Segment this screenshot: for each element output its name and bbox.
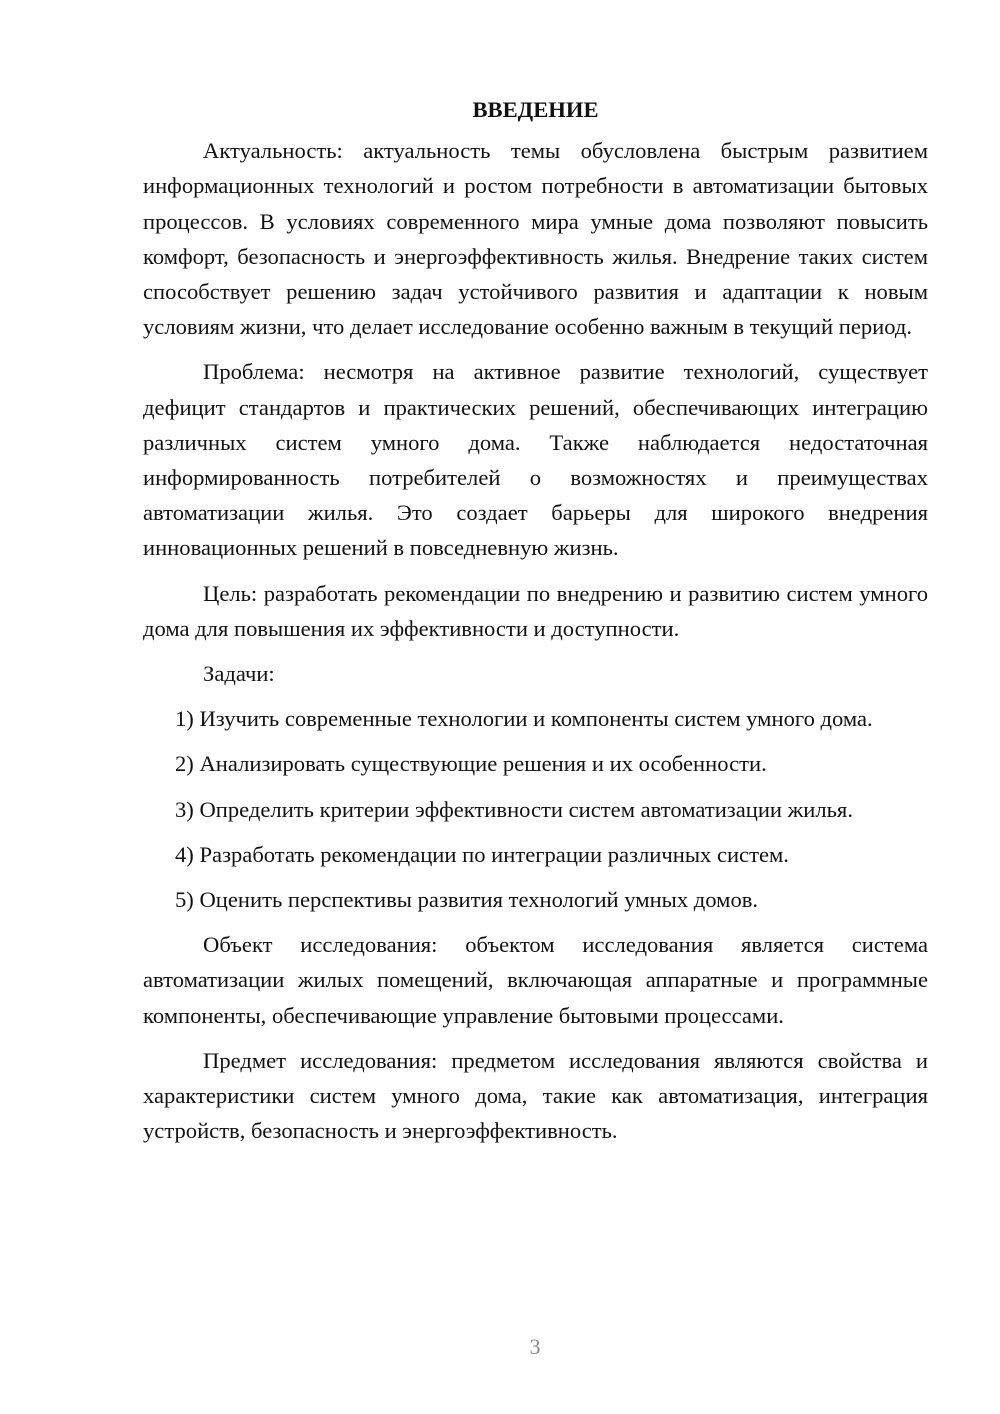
- page-number: 3: [529, 1334, 541, 1359]
- page-title: ВВЕДЕНИЕ: [472, 97, 599, 122]
- task-item: 4) Разработать рекомендации по интеграции различных систем.: [175, 841, 789, 867]
- paragraph-subject: Предмет исследования: предметом исследования являются свойства и характеристики систем умного дома, такие как автоматизация, интеграция устройств, безопасность и энергоэффективность.: [143, 1047, 928, 1144]
- document-page: [143, 92, 928, 1158]
- paragraph-object: Объект исследования: объектом исследования является система автоматизации жилых помещений, включающая аппаратные и программные компоненты, обеспечивающие управление бытовыми процессами.: [143, 932, 928, 1028]
- task-item: 3) Определить критерии эффективности систем автоматизации жилья.: [175, 796, 853, 822]
- task-item: 1) Изучить современные технологии и компоненты систем умного дома.: [175, 706, 873, 732]
- paragraph-problem: Проблема: несмотря на активное развитие технологий, существует дефицит стандартов и практических решений, обеспечивающих интеграцию различных систем умного дома. Также наблюдается недостаточная информированность потребителей о возможностях и преимуществах автоматизации жилья. Это создает барьеры для широкого внедрения инновационных решений в повседневную жизнь.: [143, 359, 928, 561]
- tasks-list: [143, 701, 928, 917]
- paragraph-relevance: Актуальность: актуальность темы обусловлена быстрым развитием информационных технологий и ростом потребности в автоматизации бытовых процессов. В условиях современного мира умные дома позволяют повысить комфорт, безопасность и энергоэффективность жилья. Внедрение таких систем способствует решению задач устойчивого развития и адаптации к новым условиям жизни, что делает исследование особенно важным в текущий период.: [143, 138, 928, 340]
- task-item: 2) Анализировать существующие решения и их особенности.: [175, 751, 767, 777]
- task-item: 5) Оценить перспективы развития технологий умных домов.: [175, 887, 759, 913]
- tasks-label: Задачи:: [203, 661, 275, 687]
- paragraph-goal: Цель: разработать рекомендации по внедрению и развитию систем умного дома для повышения их эффективности и доступности.: [143, 580, 928, 641]
